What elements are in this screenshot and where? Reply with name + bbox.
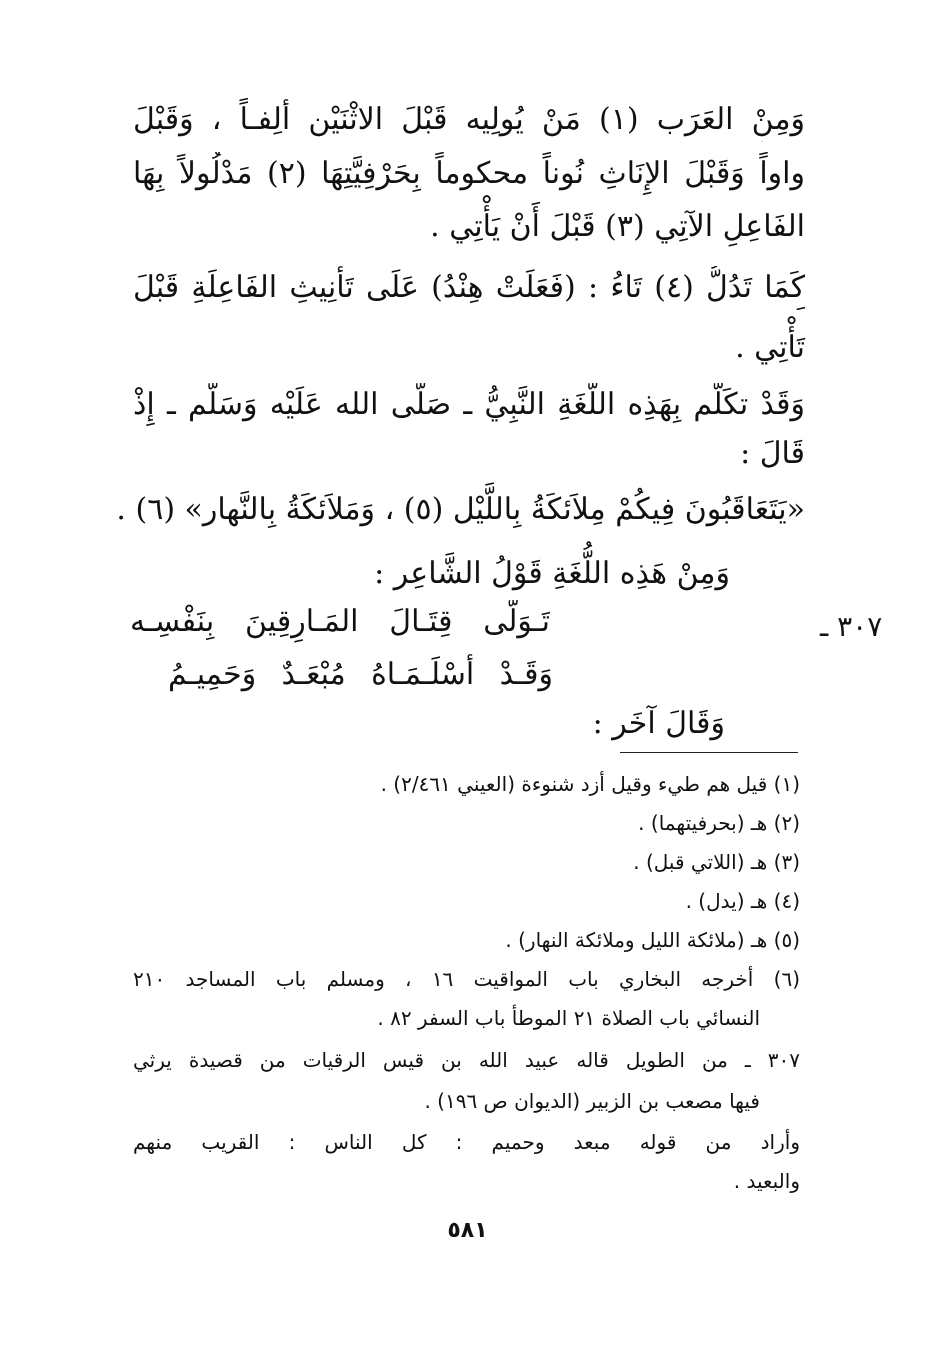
body-line-after-verse: وَقَالَ آخَر : [592, 706, 725, 741]
verse-first-half: تَـوَلَّى قِتَـالَ المَـارِقِينَ بِنَفْسِـه [130, 604, 550, 639]
body-line-2: واواً وَقَبْلَ الإِنَاثِ نُوناً محكوماً بِحَرْفِيَّتِهَا (٢) مَدْلُولاً بِهَا [133, 156, 805, 191]
body-line-5: تَأْتِي . [735, 330, 805, 365]
footnote-6-line-1: (٦) أخرجه البخاري باب المواقيت ١٦ ، ومسلم باب المساجد ٢١٠ [133, 967, 800, 991]
footnote-separator [620, 752, 798, 753]
footnote-6-line-2: النسائي باب الصلاة ٢١ الموطأ باب السفر ٨٢ . [377, 1006, 760, 1030]
footnote-5: (٥) هـ (ملائكة الليل وملائكة النهار) . [505, 928, 800, 952]
footnote-4: (٤) هـ (يدل) . [685, 889, 800, 913]
footnote-307-line-2: فيها مصعب بن الزبير (الديوان ص ١٩٦) . [424, 1089, 760, 1113]
verse-second-half: وَقَـدْ أَسْلَـمَـاهُ مُبْعَـدٌ وَحَمِيـمُ [168, 657, 553, 692]
body-line-6: وَقَدْ تكَلَّم بِهَذِه اللُّغَةِ النَّبِيُّ ـ صَلَّى الله عَلَيْه وَسَلَّم ـ إِذْ [133, 387, 805, 422]
verse-number: ٣٠٧ ـ [820, 610, 883, 643]
body-line-1: وَمِنْ العَرَب (١) مَنْ يُولِيه قَبْلَ الاثْنَيْن أَلِفـاً ، وَقَبْلَ [133, 102, 805, 137]
body-line-9: وَمِنْ هَذِه اللُّغَةِ قَوْلُ الشَّاعِر : [374, 556, 730, 591]
footnote-3: (٣) هـ (اللاتي قبل) . [633, 850, 800, 874]
body-line-3: الفَاعِلِ الآتِي (٣) قَبْلَ أَنْ يَأْتِي . [430, 209, 805, 244]
body-line-4: كَمَا تَدُلُّ (٤) تَاءُ : (فَعَلَتْ هِنْدُ) عَلَى تَأْنِيثِ الفَاعِلَةِ قَبْلَ [133, 270, 805, 305]
footnote-1: (١) قيل هم طيء وقيل أزد شنوءة (العيني ٢/٤٦١) . [380, 772, 800, 796]
footnote-2: (٢) هـ (بحرفيتهما) . [638, 811, 800, 835]
body-line-7: قَالَ : [740, 436, 805, 471]
footnote-307-line-3: وأراد من قوله مبعد وحميم : كل الناس : القريب منهم [133, 1130, 800, 1154]
footnote-307-line-1: ٣٠٧ ـ من الطويل قاله عبيد الله بن قيس الرقيات من قصيدة يرثي [133, 1048, 800, 1072]
footnote-307-line-4: والبعيد . [733, 1169, 800, 1193]
hadith-quote: «يَتَعَاقَبُونَ فِيكُمْ مِلاَئكَةُ بِاللَّيْل (٥) ، وَمَلاَئكَةُ بِالنَّهار» (٦) . [116, 492, 805, 527]
page-number: ٥٨١ [447, 1218, 488, 1243]
